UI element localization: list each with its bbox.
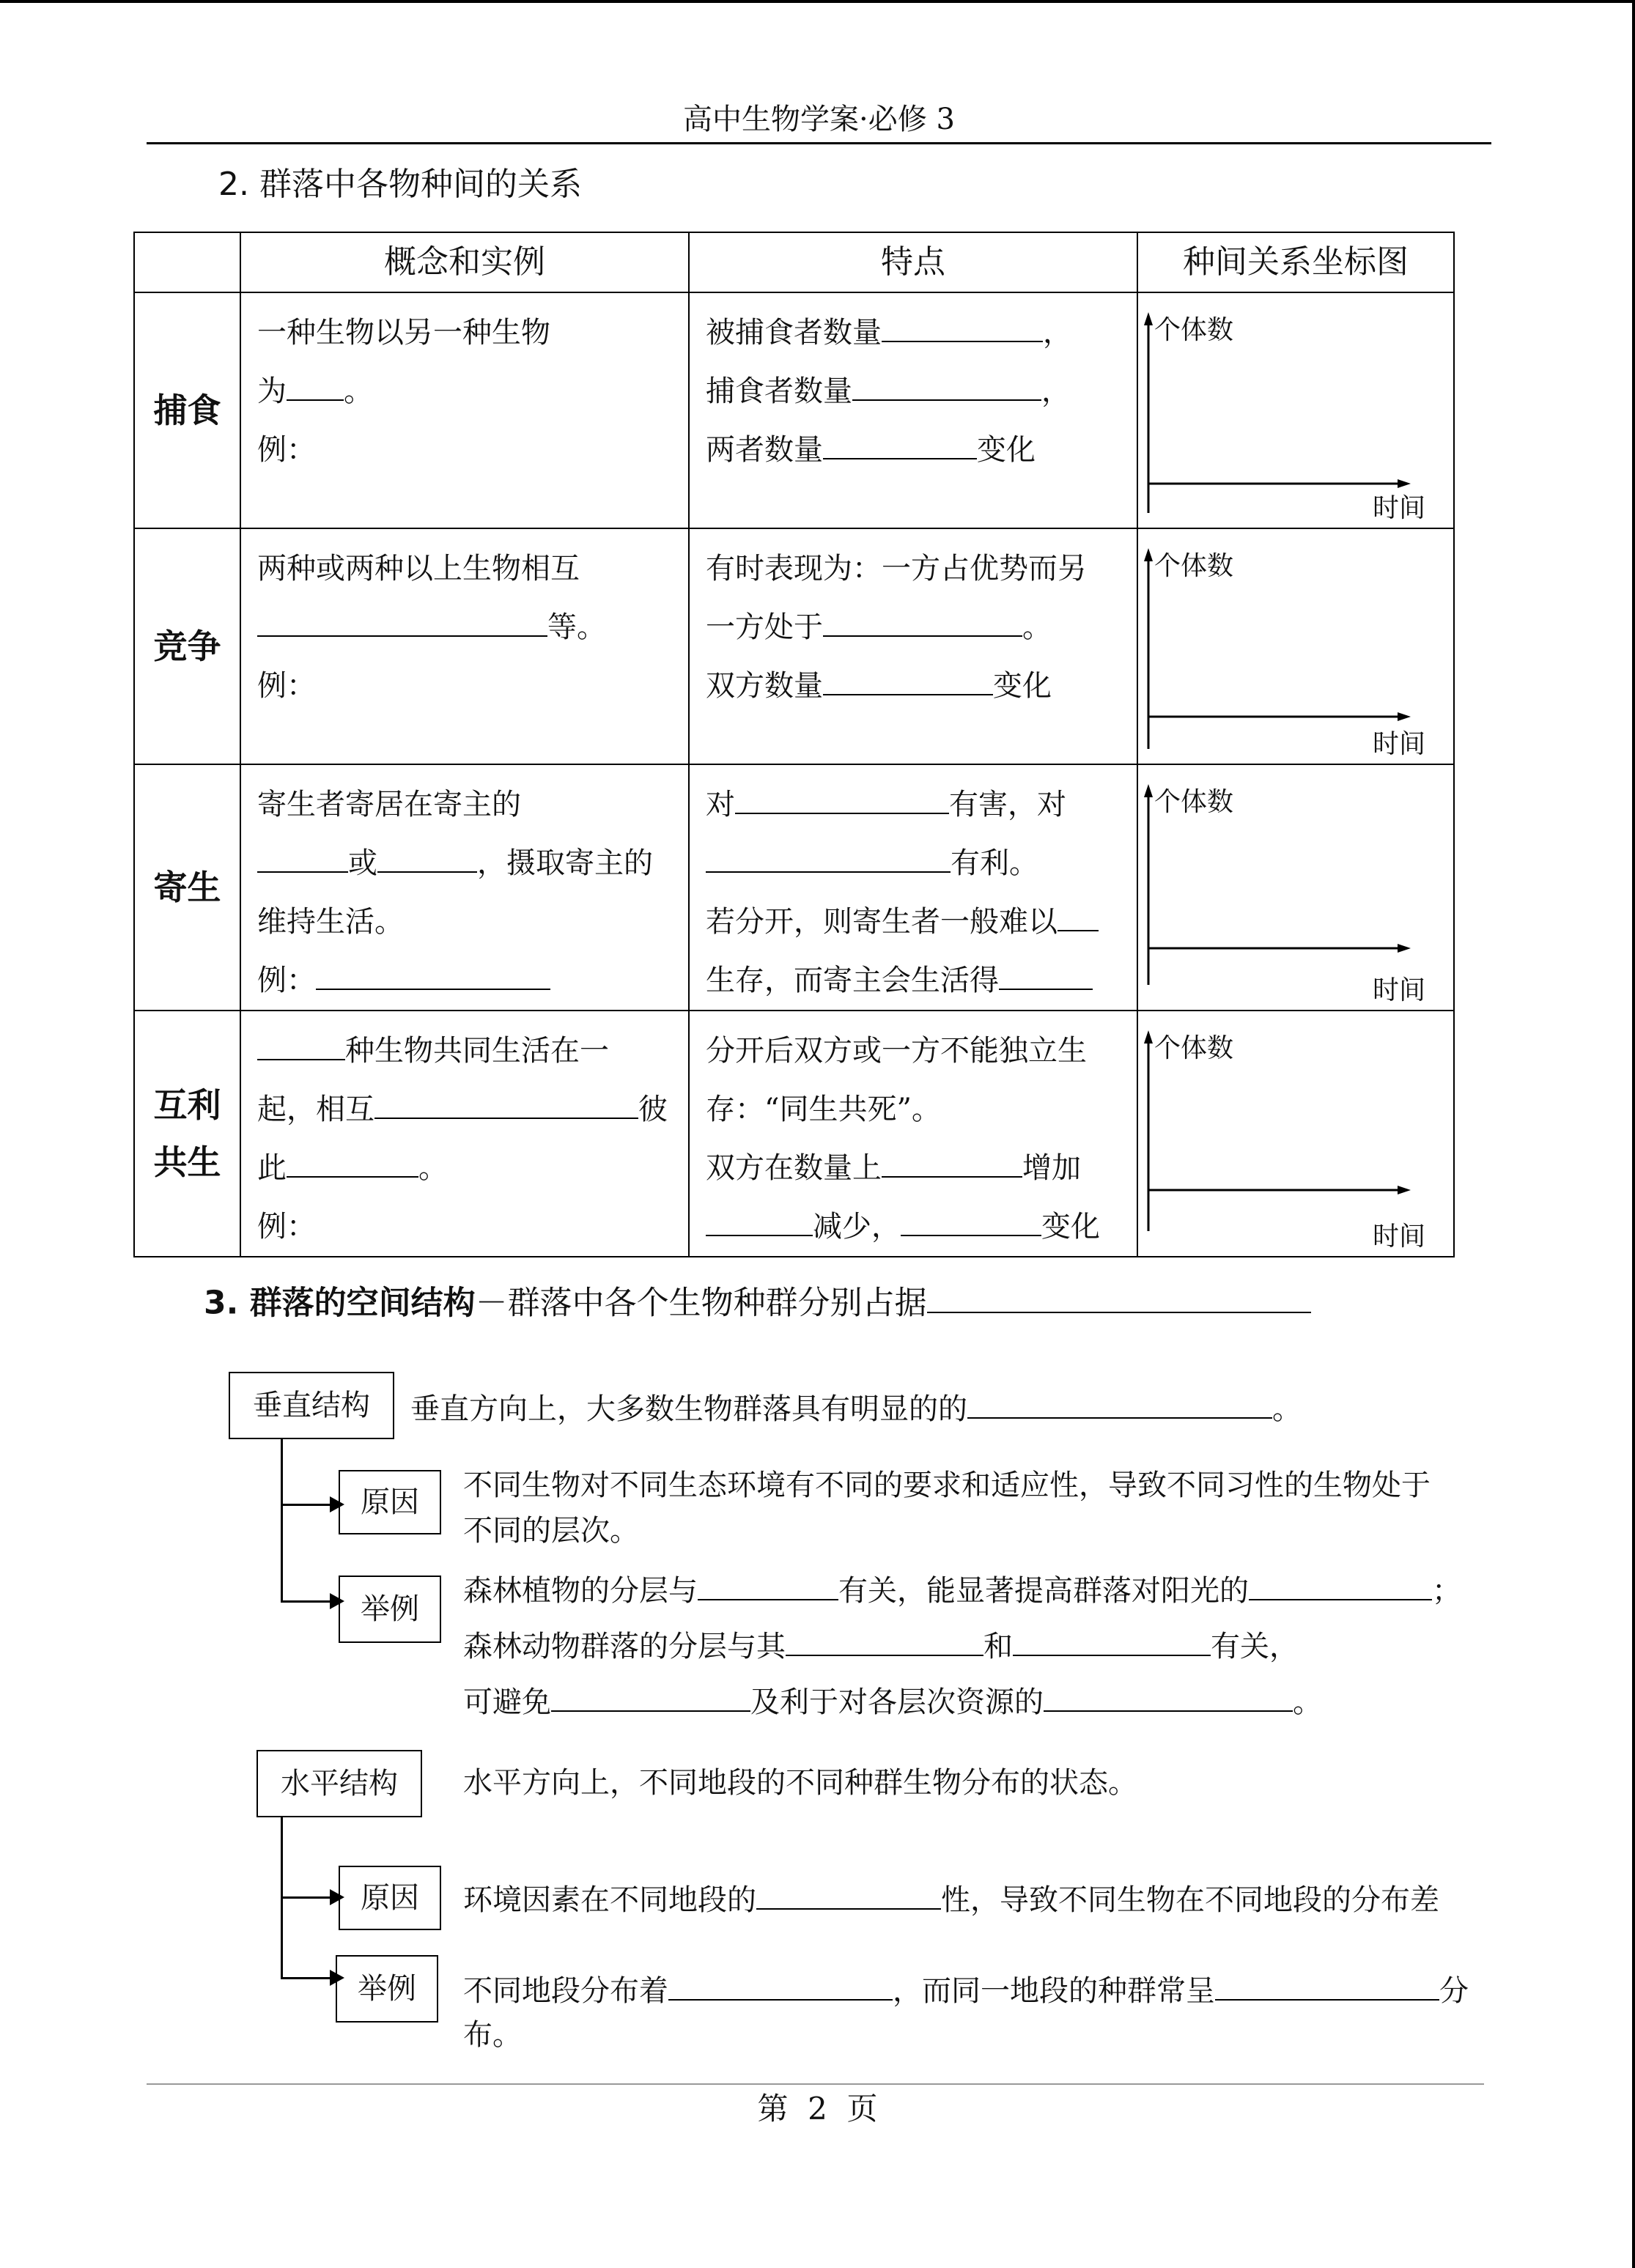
- graph-parasitism: [1137, 764, 1454, 1011]
- blank[interactable]: [756, 1876, 941, 1910]
- page-number: 第 2 页: [757, 2091, 878, 2127]
- blank[interactable]: [823, 426, 977, 459]
- horizontal-reason-box: 原因: [339, 1866, 441, 1930]
- blank[interactable]: [706, 839, 951, 873]
- vertical-example-box: 举例: [339, 1576, 441, 1643]
- table-header-row: [134, 232, 1454, 292]
- row-name-mutualism: 互利 共生: [134, 1011, 240, 1257]
- connector-line: [281, 1600, 332, 1603]
- blank[interactable]: [287, 367, 344, 401]
- concept-predation: 一种生物以另一种生物 为 。 例：: [240, 292, 689, 528]
- blank[interactable]: [257, 603, 547, 637]
- blank[interactable]: [374, 1085, 638, 1119]
- row-name-competition: 竞争: [134, 528, 240, 764]
- blank[interactable]: [823, 662, 993, 695]
- concept-mutualism: 种生物共同生活在一 起，相互 彼 此 。 例：: [240, 1011, 689, 1257]
- horizontal-reason-text: 环境因素在不同地段的 性，导致不同生物在不同地段的分布差: [463, 1876, 1439, 1923]
- blank[interactable]: [882, 309, 1043, 342]
- blank[interactable]: [377, 839, 477, 873]
- connector-line: [281, 1504, 332, 1506]
- blank[interactable]: [1249, 1567, 1432, 1600]
- graph-competition: [1137, 528, 1454, 764]
- vertical-structure-box: 垂直结构: [229, 1372, 394, 1439]
- blank[interactable]: [1215, 1967, 1439, 2001]
- vertical-example-line3: 可避免 及利于对各层次资源的 。: [463, 1678, 1322, 1725]
- section-2-title: 2. 群落中各物种间的关系: [218, 166, 582, 203]
- blank[interactable]: [901, 1203, 1041, 1236]
- row-name-predation: 捕食: [134, 292, 240, 528]
- blank[interactable]: [735, 780, 949, 814]
- blank[interactable]: [1013, 1622, 1211, 1656]
- header-concept: 概念和实例: [240, 232, 689, 292]
- horizontal-structure-desc: 水平方向上，不同地段的不同种群生物分布的状态。: [463, 1766, 1137, 1800]
- blank[interactable]: [927, 1277, 1311, 1313]
- blank[interactable]: [999, 956, 1093, 990]
- vertical-reason-box: 原因: [339, 1470, 441, 1534]
- blank[interactable]: [823, 603, 1022, 637]
- page-header: 高中生物学案·必修 3: [683, 103, 955, 136]
- blank[interactable]: [257, 1027, 345, 1060]
- x-axis-label: 时间: [1372, 493, 1425, 523]
- blank[interactable]: [287, 1144, 418, 1178]
- connector-line: [281, 1439, 283, 1602]
- blank[interactable]: [1044, 1678, 1293, 1712]
- footer-rule: [147, 2083, 1484, 2085]
- graph-mutualism: [1137, 1011, 1454, 1257]
- x-axis-label: 时间: [1372, 1222, 1425, 1252]
- blank[interactable]: [257, 839, 348, 873]
- feature-parasitism: 对 有害，对 有利。 若分开，则寄生者一般难以 生存，而寄主会生活得: [689, 764, 1137, 1011]
- header-graph: 种间关系坐标图: [1137, 232, 1454, 292]
- blank[interactable]: [316, 956, 550, 990]
- interspecies-relation-table: [133, 232, 1455, 1257]
- blank[interactable]: [852, 367, 1041, 401]
- y-axis-label: 个体数: [1154, 787, 1234, 817]
- row-name-parasitism: 寄生: [134, 764, 240, 1011]
- feature-competition: 有时表现为：一方占优势而另 一方处于 。 双方数量 变化: [689, 528, 1137, 764]
- blank[interactable]: [1058, 898, 1099, 931]
- graph-predation: [1137, 292, 1454, 528]
- horizontal-structure-box: 水平结构: [256, 1750, 422, 1817]
- header-rule: [147, 142, 1491, 144]
- y-axis-label: 个体数: [1154, 1033, 1234, 1063]
- connector-line: [281, 1977, 332, 1979]
- blank[interactable]: [882, 1144, 1022, 1178]
- table-row-parasitism: [134, 764, 1454, 1011]
- horizontal-example-box: 举例: [336, 1955, 438, 2023]
- vertical-reason-line1: 不同生物对不同生态环境有不同的要求和适应性，导致不同习性的生物处于: [463, 1469, 1431, 1502]
- feature-mutualism: 分开后双方或一方不能独立生 存：“同生共死”。 双方在数量上 增加 减少， 变化: [689, 1011, 1137, 1257]
- table-row-predation: [134, 292, 1454, 528]
- blank[interactable]: [668, 1967, 893, 2001]
- blank[interactable]: [706, 1203, 813, 1236]
- vertical-structure-desc: 垂直方向上，大多数生物群落具有明显的的 。: [410, 1385, 1302, 1432]
- blank[interactable]: [551, 1678, 750, 1712]
- feature-predation: 被捕食者数量 ， 捕食者数量 ， 两者数量 变化: [689, 292, 1137, 528]
- vertical-example-line1: 森林植物的分层与 有关，能显著提高群落对阳光的 ；: [463, 1567, 1461, 1614]
- header-corner: [134, 232, 240, 292]
- vertical-example-line2: 森林动物群落的分层与其 和 有关，: [463, 1622, 1299, 1669]
- blank[interactable]: [967, 1385, 1272, 1419]
- vertical-reason-line2: 不同的层次。: [463, 1514, 639, 1548]
- table-row-competition: [134, 528, 1454, 764]
- x-axis-label: 时间: [1372, 729, 1425, 759]
- table-row-mutualism: [134, 1011, 1454, 1257]
- blank[interactable]: [786, 1622, 983, 1656]
- x-axis-label: 时间: [1372, 975, 1425, 1005]
- y-axis-label: 个体数: [1154, 315, 1234, 345]
- page-top-edge: [0, 0, 1635, 3]
- horizontal-example-line2: 布。: [463, 2018, 522, 2052]
- page-right-edge: [1632, 0, 1635, 2268]
- concept-parasitism: 寄生者寄居在寄主的 或 ，摄取寄主的 维持生活。 例：: [240, 764, 689, 1011]
- horizontal-example-line1: 不同地段分布着 ，而同一地段的种群常呈 分: [463, 1967, 1469, 2014]
- connector-line: [281, 1896, 332, 1899]
- blank[interactable]: [698, 1567, 838, 1600]
- concept-competition: 两种或两种以上生物相互 等。 例：: [240, 528, 689, 764]
- section-3-title: 3. 群落的空间结构－群落中各个生物种群分别占据: [204, 1277, 1311, 1325]
- y-axis-label: 个体数: [1154, 551, 1234, 581]
- header-feature: 特点: [689, 232, 1137, 292]
